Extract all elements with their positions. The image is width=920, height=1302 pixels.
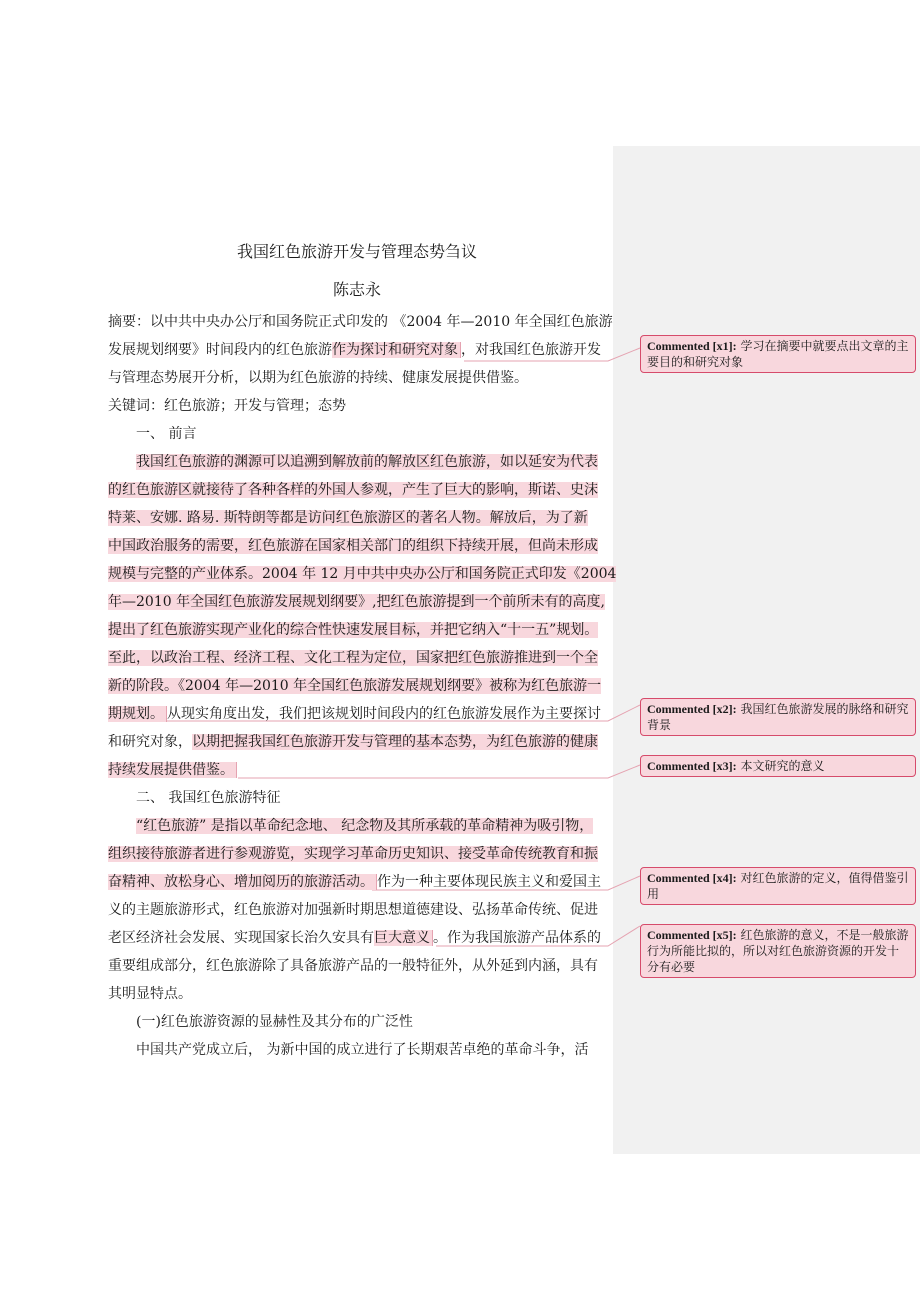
highlight-x2[interactable]: 我国红色旅游的渊源可以追溯到解放前的解放区红色旅游，如以延安为代表: [136, 454, 598, 470]
comment-text: 对红色旅游的定义，值得借鉴引用: [647, 871, 909, 901]
highlight-x3[interactable]: 持续发展提供借鉴。: [108, 762, 237, 778]
document-title: 我国红色旅游开发与管理态势刍议: [236, 242, 477, 261]
paragraph-text: 。作为我国旅游产品体系的: [433, 930, 601, 946]
comment-x3[interactable]: [640, 755, 916, 777]
comment-x5[interactable]: [640, 924, 916, 978]
paragraph-line: [108, 592, 605, 612]
paragraph-text: 从现实角度出发，我们把该规划时间段内的红色旅游发展作为主要探讨: [167, 706, 601, 722]
document-author: 陈志永: [332, 280, 381, 299]
comment-pane: [613, 146, 920, 1154]
paragraph-text: 老区经济社会发展、实现国家长治久安具有: [108, 930, 374, 946]
paragraph-line: [136, 816, 593, 836]
highlight-x2[interactable]: 新的阶段。《2004 年—2010 年全国红色旅游发展规划纲要》被称为红色旅游一: [108, 678, 602, 694]
comment-label: Commented [x4]:: [647, 871, 737, 885]
paragraph-line: [108, 732, 598, 752]
abstract-text: ，对我国红色旅游开发: [461, 342, 601, 358]
abstract-line-2: [108, 340, 601, 360]
comment-label: Commented [x1]:: [647, 339, 737, 353]
highlight-x2[interactable]: 中国政治服务的需要，红色旅游在国家相关部门的组织下持续开展，但尚未形成: [108, 538, 598, 554]
highlight-x2[interactable]: 规模与完整的产业体系。2004 年 12 月中共中央办公厅和国务院正式印发《2004: [108, 566, 617, 582]
highlight-x2[interactable]: 特莱、安娜. 路易. 斯特朗等都是访问红色旅游区的著名人物。解放后，为了新: [108, 510, 588, 526]
highlight-x3[interactable]: 以期把握我国红色旅游开发与管理的基本态势，为红色旅游的健康: [192, 734, 598, 750]
highlight-x4[interactable]: 组织接待旅游者进行参观游览，实现学习革命历史知识、接受革命传统教育和振: [108, 846, 598, 862]
paragraph-line: 义的主题旅游形式，红色旅游对加强新时期思想道德建设、弘扬革命传统、促进: [108, 902, 598, 918]
paragraph-line: 重要组成部分，红色旅游除了具备旅游产品的一般特征外，从外延到内涵，具有: [108, 958, 598, 974]
paragraph-line: [108, 536, 598, 556]
highlight-x2[interactable]: 至此，以政治工程、经济工程、文化工程为定位，国家把红色旅游推进到一个全: [108, 650, 598, 666]
comment-x1[interactable]: [640, 335, 916, 373]
paragraph-line: [108, 648, 598, 668]
highlight-x4[interactable]: 奋精神、放松身心、增加阅历的旅游活动。: [108, 874, 377, 890]
paragraph-line: [136, 452, 598, 472]
paragraph-text: 和研究对象，: [108, 734, 192, 750]
comment-label: Commented [x5]:: [647, 928, 737, 942]
comment-text: 红色旅游的意义，不是一般旅游行为所能比拟的，所以对红色旅游资源的开发十分有必要: [647, 928, 909, 974]
paragraph-line: [108, 760, 237, 780]
paragraph-text: 作为一种主要体现民族主义和爱国主: [377, 874, 601, 890]
subsection-heading: (一)红色旅游资源的显赫性及其分布的广泛性: [136, 1014, 413, 1030]
section-heading-2: 二、 我国红色旅游特征: [136, 790, 281, 806]
paragraph-line: [108, 620, 598, 640]
highlight-x2[interactable]: 的红色旅游区就接待了各种各样的外国人参观，产生了巨大的影响，斯诺、史沫: [108, 482, 598, 498]
highlight-x2[interactable]: 年—2010 年全国红色旅游发展规划纲要》,把红色旅游提到一个前所未有的高度,: [108, 594, 605, 610]
paragraph-line: [108, 564, 616, 584]
abstract-text: 发展规划纲要》时间段内的红色旅游: [108, 342, 332, 358]
comment-x2[interactable]: [640, 698, 916, 736]
connector-x3: [238, 765, 640, 778]
highlight-x5[interactable]: 巨大意义: [374, 930, 433, 946]
paragraph-line: [108, 928, 601, 948]
comment-text: 学习在摘要中就要点出文章的主要目的和研究对象: [647, 339, 909, 369]
comment-text: 本文研究的意义: [740, 759, 825, 773]
abstract-line-1: 摘要：以中共中央办公厅和国务院正式印发的 《2004 年—2010 年全国红色旅游: [108, 314, 613, 330]
keywords-line: 关键词：红色旅游；开发与管理；态势: [108, 398, 346, 414]
comment-label: Commented [x3]:: [647, 759, 737, 773]
paragraph-line: 其明显特点。: [108, 986, 192, 1002]
paragraph-line: [108, 872, 601, 892]
highlight-x2[interactable]: 提出了红色旅游实现产业化的综合性快速发展目标，并把它纳入“十一五”规划。: [108, 622, 599, 638]
comment-x4[interactable]: [640, 867, 916, 905]
paragraph-line: 中国共产党成立后， 为新中国的成立进行了长期艰苦卓绝的革命斗争，活: [136, 1042, 589, 1058]
section-heading-1: 一、 前言: [136, 426, 197, 442]
paragraph-line: [108, 704, 601, 724]
paragraph-line: [108, 480, 598, 500]
highlight-x2[interactable]: 期规划。: [108, 706, 167, 722]
paragraph-line: [108, 844, 598, 864]
paragraph-line: [108, 676, 601, 696]
abstract-line-3: 与管理态势展开分析，以期为红色旅游的持续、健康发展提供借鉴。: [108, 370, 528, 386]
comment-text: 我国红色旅游发展的脉络和研究背景: [647, 702, 909, 732]
highlight-x1[interactable]: 作为探讨和研究对象: [332, 342, 461, 358]
paragraph-line: [108, 508, 588, 528]
comment-label: Commented [x2]:: [647, 702, 737, 716]
highlight-x4[interactable]: “红色旅游” 是指以革命纪念地、 纪念物及其所承载的革命精神为吸引物，: [136, 818, 594, 834]
